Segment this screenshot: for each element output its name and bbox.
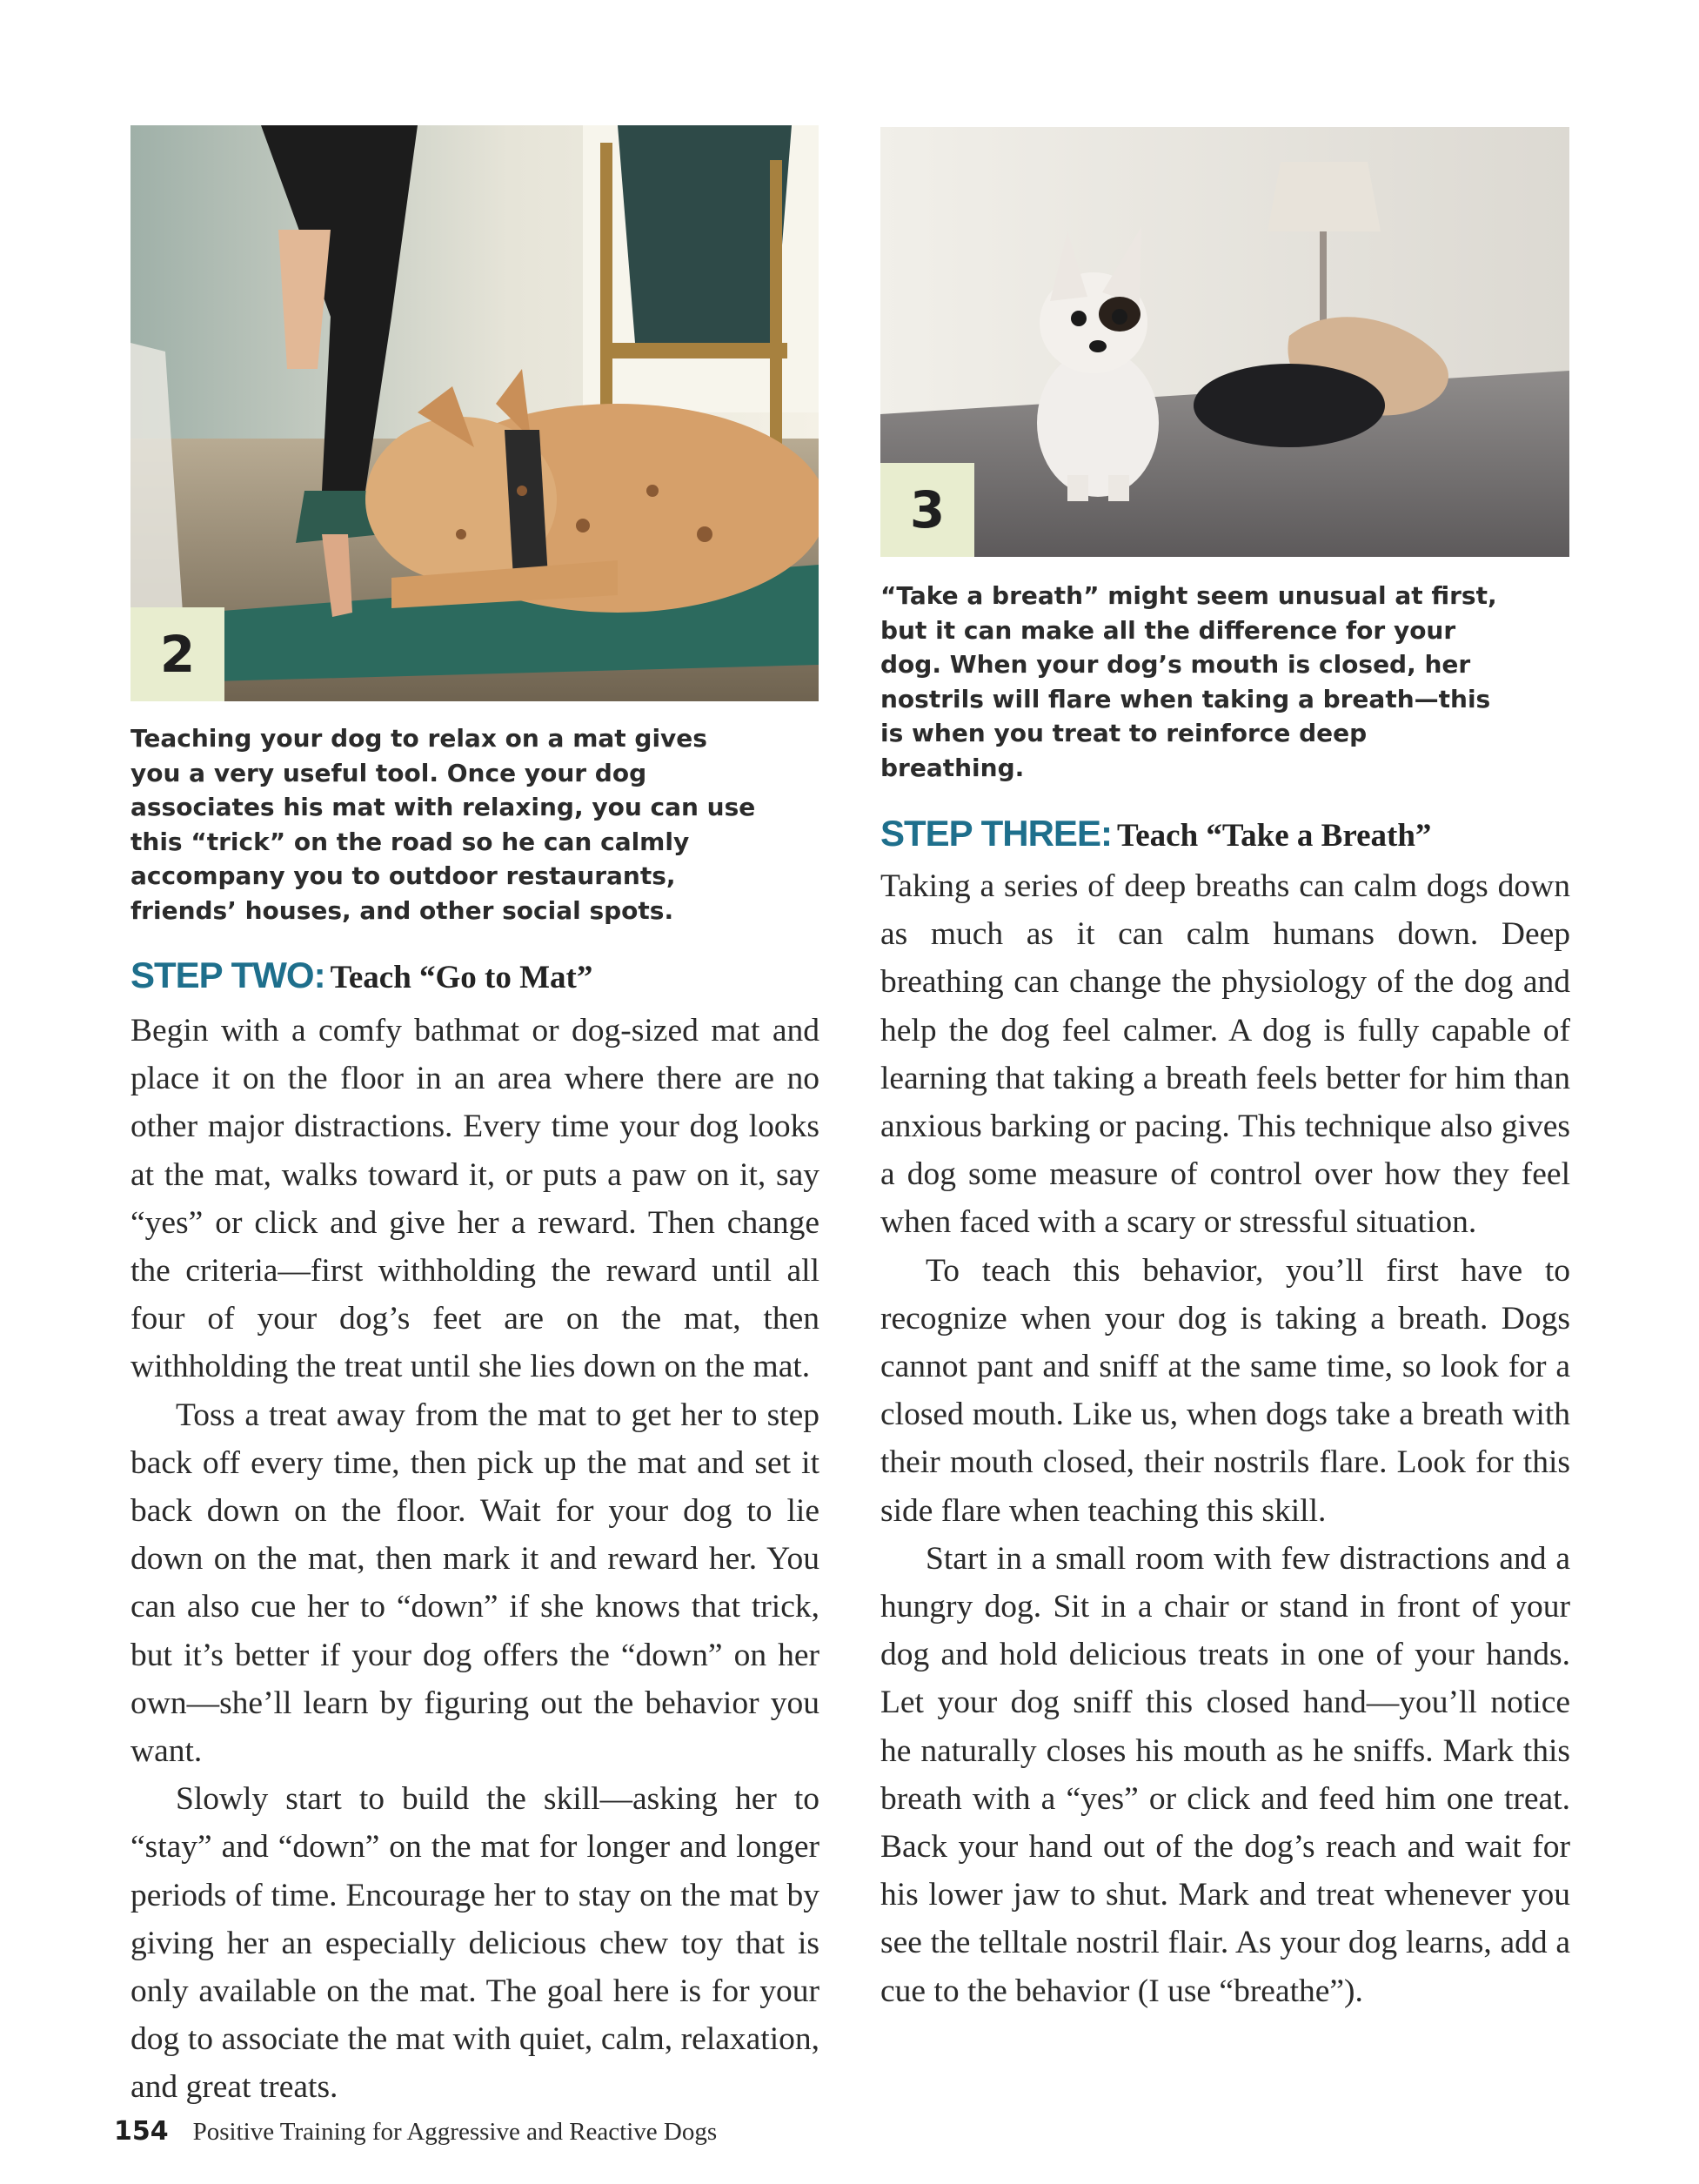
paragraph: To teach this behavior, you’ll first have to recognize when your dog is taking a breath. Dogs cannot pant and sniff at the same time, so look for a closed mouth. Like us, when dogs take a breath with their mouth closed, their nostrils flare. Look for this side flare when teaching this skill. xyxy=(880,1252,1570,1529)
dog-on-mat-illustration xyxy=(130,125,819,701)
paragraph: Slowly start to build the skill—asking her to “stay” and “down” on the mat for longer and longer periods of time. Encourage her to stay on the mat by giving her an especially delicious chew toy that is only available on the mat. The goal here is for your dog to associate the mat with quiet, calm, relaxation, and great treats. xyxy=(130,1781,819,2106)
step-label: STEP TWO: xyxy=(130,955,325,995)
photo-dog-on-mat xyxy=(130,125,819,701)
paragraph: Toss a treat away from the mat to get her to step back off every time, then pick up the mat and set it back down on the floor. Wait for your dog to lie down on the mat, then mark it and reward her. You can also cue her to “down” if she knows that trick, but it’s better if your dog offers the “down” on her own—she’ll learn by figuring out the behavior you want. xyxy=(130,1397,819,1770)
step-two-body xyxy=(130,1007,819,2112)
step-label: STEP THREE: xyxy=(880,813,1112,854)
section-heading xyxy=(880,815,1431,852)
step-three-body xyxy=(880,862,1570,2015)
page-footer xyxy=(114,2116,717,2147)
page-number: 154 xyxy=(114,2116,169,2147)
photo-dog-on-bed xyxy=(880,127,1569,557)
figure-number-badge: 3 xyxy=(880,463,974,557)
figure-number-badge: 2 xyxy=(130,607,224,701)
paragraph: Begin with a comfy bathmat or dog-sized mat and place it on the floor in an area where there are no other major distractions. Every time your dog looks at the mat, walks toward it, or puts a paw on it, say “yes” or click and give her a reward. Then change the criteria—first withholding the reward until all four of your dog’s feet are on the mat, then withholding the treat until she lies down on the mat. xyxy=(130,1013,819,1385)
figure-caption: “Take a breath” might seem unusual at first, but it can make all the difference for your dog. When your dog’s mouth is closed, her nostrils will flare when taking a breath—this is when you treat to reinforce deep breathing. xyxy=(880,581,1497,782)
paragraph: Taking a series of deep breaths can calm dogs down as much as it can calm humans down. Deep breathing can change the physiology of the dog and help the dog feel calmer. A dog is fully capable of learning that taking a breath feels better for him than anxious barking or pacing. This technique also gives a dog some measure of control over how they feel when faced with a scary or stressful situation. xyxy=(880,868,1570,1241)
step-title: Teach “Go to Mat” xyxy=(330,960,593,995)
step-title: Teach “Take a Breath” xyxy=(1116,818,1432,854)
figure-caption: Teaching your dog to relax on a mat gives you a very useful tool. Once your dog associates his mat with relaxing, you can use this “trick” on the road so he can calmly accompany you to outdoor restaurants, friends’ houses, and other social spots. xyxy=(130,724,756,925)
paragraph: Start in a small room with few distractions and a hungry dog. Sit in a chair or stand in front of your dog and hold delicious treats in one of your hands. Let your dog sniff this closed hand—you’ll notice he naturally closes his mouth as he sniffs. Mark this breath with a “yes” or click and feed him one treat. Back your hand out of the dog’s reach and wait for his lower jaw to shut. Mark and treat whenever you see the telltale nostril flair. As your dog learns, add a cue to the behavior (I use “breathe”). xyxy=(880,1540,1570,2009)
dog-on-bed-illustration xyxy=(880,127,1569,557)
section-heading xyxy=(130,957,592,994)
running-title: Positive Training for Aggressive and Reactive Dogs xyxy=(192,2118,718,2146)
